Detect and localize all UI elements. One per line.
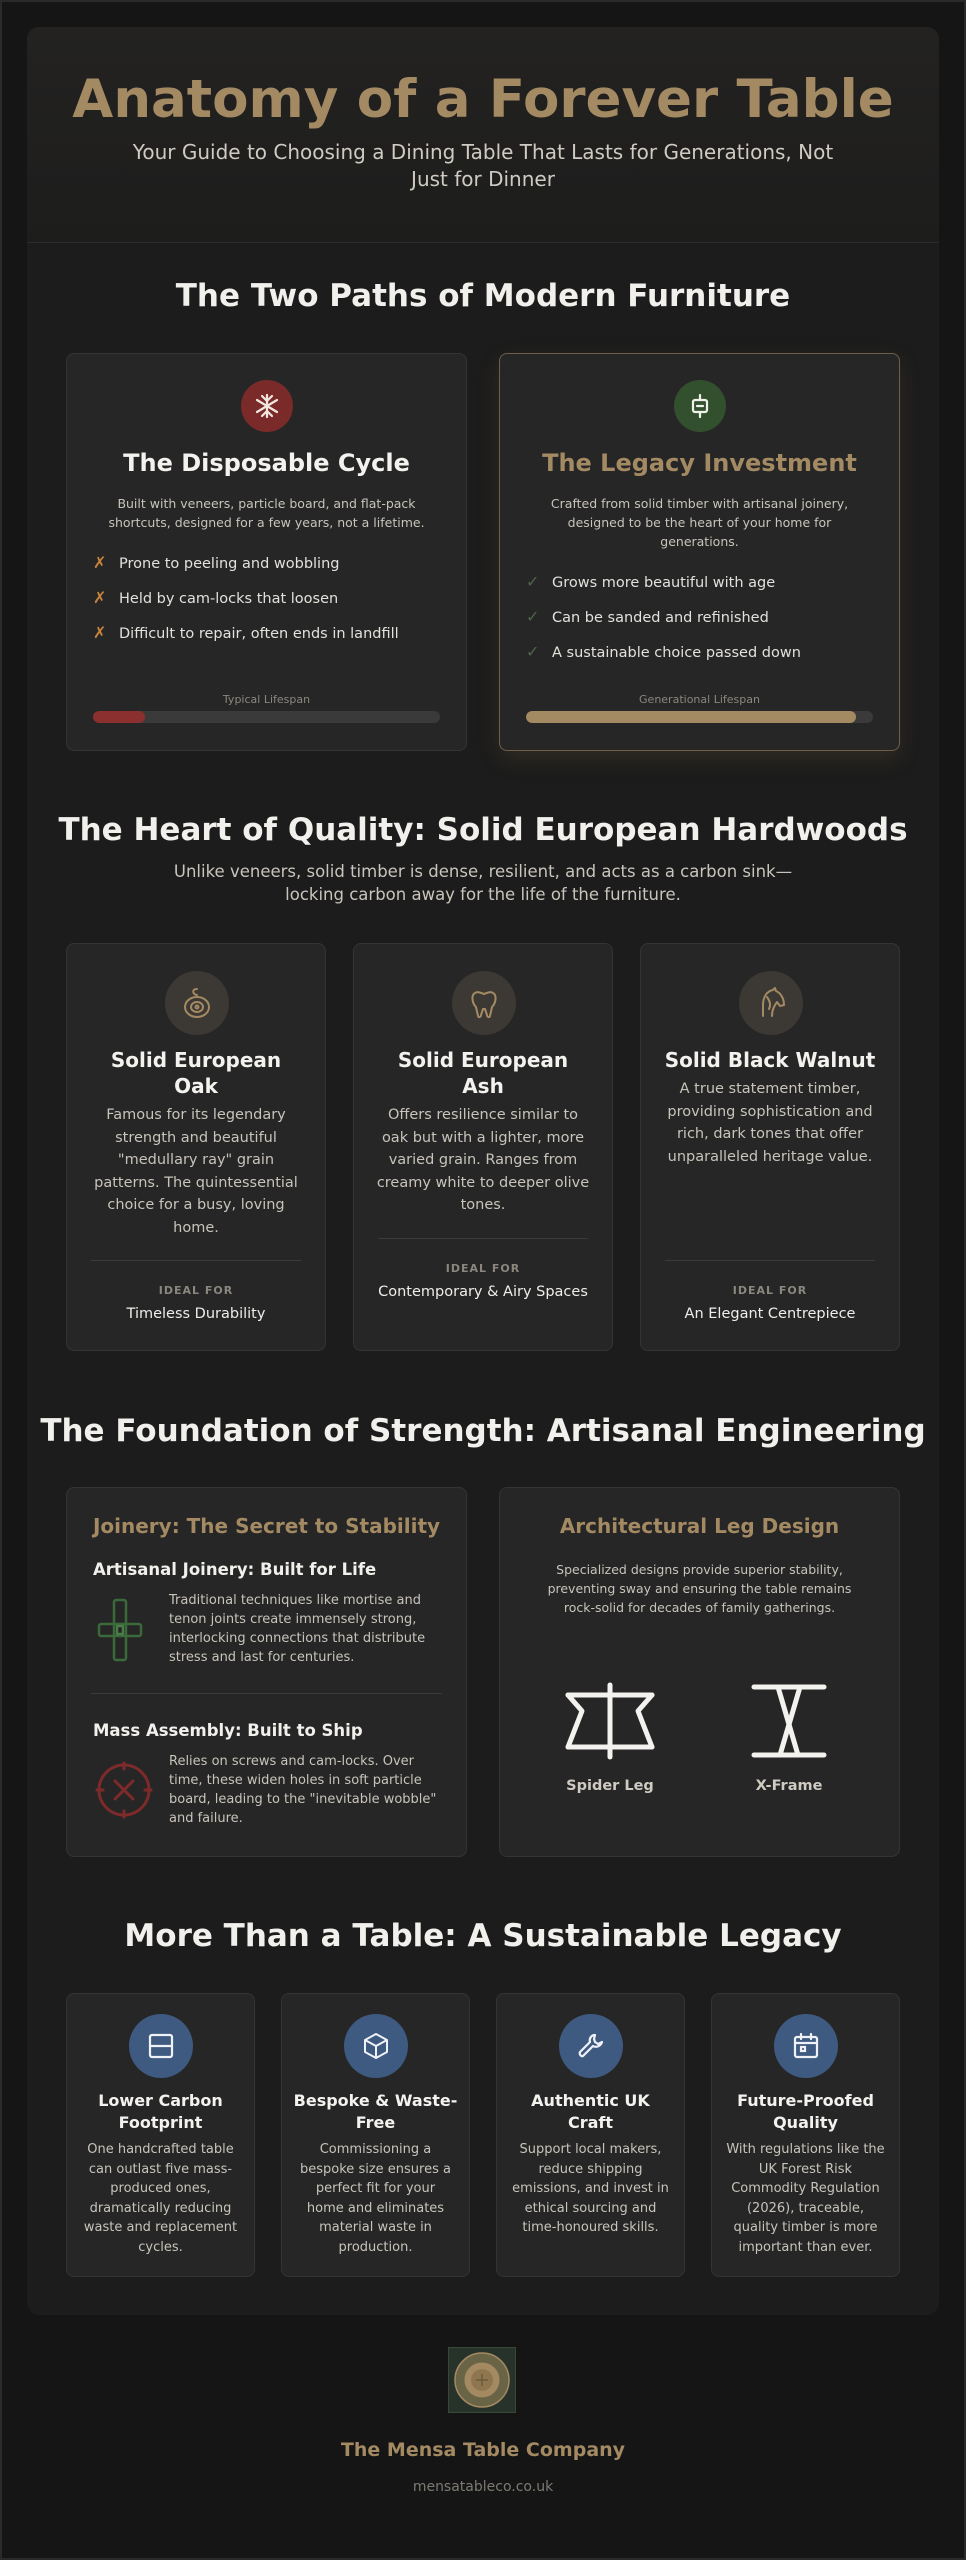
- asterisk-break-icon: [241, 380, 293, 432]
- lifespan-label: Typical Lifespan: [222, 693, 311, 706]
- x-frame-label: X-Frame: [755, 1778, 823, 1794]
- wood-title: Solid European Ash: [397, 1048, 569, 1098]
- wood-card-oak: [66, 943, 326, 1351]
- joinery-card: [66, 1487, 467, 1857]
- cross-icon: ✗: [93, 588, 107, 607]
- wood-card-walnut: [640, 943, 900, 1351]
- legacy-title: The Legacy Investment: [542, 449, 857, 477]
- list-item: ✗ Prone to peeling and wobbling: [93, 553, 340, 572]
- header: [27, 27, 939, 243]
- mass-assembly-text: Relies on screws and cam-locks. Over time, these widen holes in soft particle board, leading to the "inevitable wobble" and failure.: [169, 1754, 437, 1826]
- joint-icon: [95, 1598, 145, 1666]
- list-item: ✓ Can be sanded and refinished: [526, 607, 769, 626]
- leg-design-card: [499, 1487, 900, 1857]
- wrench-icon: [559, 2014, 623, 2078]
- cross-icon: ✗: [93, 553, 107, 572]
- joinery-title: Joinery: The Secret to Stability: [92, 1514, 441, 1538]
- sustainability-card: [66, 1993, 255, 2277]
- leg-design-title: Architectural Leg Design: [559, 1514, 840, 1538]
- sustainability-text: With regulations like the UK Forest Risk Commodity Regulation (2026), traceable, quality timber is more important than ever.: [726, 2142, 885, 2255]
- wood-title: Solid Black Walnut: [664, 1048, 876, 1072]
- sustainability-title: Authentic UK Craft: [531, 2091, 650, 2132]
- wood-description: Famous for its legendary strength and beautiful "medullary ray" grain patterns. The quintessential choice for a busy, loving home.: [94, 1107, 298, 1236]
- mass-assembly-title: Mass Assembly: Built to Ship: [93, 1721, 363, 1740]
- sustainability-card: [711, 1993, 900, 2277]
- sustainability-title: Lower Carbon Footprint: [98, 2091, 223, 2132]
- legacy-card: [499, 353, 900, 751]
- lifespan-bar-fill: [93, 711, 145, 723]
- hardwoods-intro: Unlike veneers, solid timber is dense, resilient, and acts as a carbon sink—locking carbon away for the life of the furniture.: [173, 862, 793, 904]
- sustainability-text: Commissioning a bespoke size ensures a perfect fit for your home and eliminates material waste in production.: [300, 2142, 451, 2255]
- calendar-icon: [774, 2014, 838, 2078]
- box-icon: [344, 2014, 408, 2078]
- list-item: ✓ A sustainable choice passed down: [526, 642, 801, 661]
- wood-swirl-icon: [165, 971, 229, 1035]
- page-title: Anatomy of a Forever Table: [72, 69, 894, 130]
- list-item: ✓ Grows more beautiful with age: [526, 572, 776, 591]
- lifespan-bar: [93, 711, 440, 723]
- list-item: ✗ Difficult to repair, often ends in landfill: [93, 623, 399, 642]
- wood-description: A true statement timber, providing sophistication and rich, dark tones that offer unparalleled heritage value.: [667, 1081, 873, 1165]
- sustainability-card: [281, 1993, 470, 2277]
- ideal-for-label: IDEAL FOR: [445, 1262, 521, 1275]
- disposable-card: [66, 353, 467, 751]
- disposable-description: Built with veneers, particle board, and flat-pack shortcuts, designed for a few years, not a lifetime.: [108, 496, 425, 530]
- paths-heading: The Two Paths of Modern Furniture: [175, 278, 791, 314]
- check-icon: ✓: [526, 642, 540, 661]
- divider: [91, 1260, 301, 1261]
- divider: [378, 1238, 588, 1239]
- spider-leg-label: Spider Leg: [566, 1778, 654, 1794]
- close-circle-icon: [95, 1761, 153, 1823]
- plug-connection-icon: [674, 380, 726, 432]
- hardwoods-heading: The Heart of Quality: Solid European Hardwoods: [58, 812, 908, 848]
- disposable-title: The Disposable Cycle: [123, 449, 410, 477]
- ideal-for-value: Contemporary & Airy Spaces: [378, 1284, 588, 1300]
- sustainability-text: Support local makers, reduce shipping emissions, and invest in ethical sourcing and time-honoured skills.: [512, 2142, 669, 2235]
- list-item: ✗ Held by cam-locks that loosen: [93, 588, 339, 607]
- tooth-icon: [452, 971, 516, 1035]
- page-subtitle: Your Guide to Choosing a Dining Table That Lasts for Generations, Not Just for Dinner: [132, 140, 834, 191]
- spider-leg-icon: [560, 1681, 660, 1765]
- company-logo: [448, 2347, 516, 2413]
- divider: [665, 1260, 875, 1261]
- company-name: The Mensa Table Company: [340, 2439, 626, 2461]
- engineering-heading: The Foundation of Strength: Artisanal Engineering: [40, 1413, 926, 1449]
- ideal-for-label: IDEAL FOR: [732, 1284, 808, 1297]
- sustainability-heading: More Than a Table: A Sustainable Legacy: [124, 1918, 842, 1954]
- cross-icon: ✗: [93, 623, 107, 642]
- sustainability-title: Bespoke & Waste-Free: [293, 2091, 458, 2132]
- legacy-description: Crafted from solid timber with artisanal joinery, designed to be the heart of your home for generations.: [550, 496, 849, 549]
- company-url[interactable]: mensatableco.co.uk: [412, 2479, 554, 2495]
- wood-title: Solid European Oak: [110, 1048, 282, 1098]
- sustainability-card: [496, 1993, 685, 2277]
- lifespan-bar-fill: [526, 711, 856, 723]
- horse-head-icon: [739, 971, 803, 1035]
- lifespan-bar: [526, 711, 873, 723]
- ideal-for-label: IDEAL FOR: [158, 1284, 234, 1297]
- ideal-for-value: An Elegant Centrepiece: [684, 1306, 856, 1322]
- check-icon: ✓: [526, 572, 540, 591]
- wood-description: Offers resilience similar to oak but with a lighter, more varied grain. Ranges from creamy white to deeper olive tones.: [376, 1107, 590, 1213]
- lifespan-label: Generational Lifespan: [639, 693, 760, 706]
- artisanal-joinery-text: Traditional techniques like mortise and tenon joints create immensely strong, interlocking connections that distribute stress and last for centuries.: [169, 1593, 426, 1665]
- panel-icon: [129, 2014, 193, 2078]
- sustainability-title: Future-Proofed Quality: [737, 2091, 874, 2132]
- leg-design-text: Specialized designs provide superior stability, preventing sway and ensuring the table remains rock-solid for decades of family gatherings.: [547, 1562, 852, 1615]
- sustainability-text: One handcrafted table can outlast five mass-produced ones, dramatically reducing waste and replacement cycles.: [83, 2142, 238, 2255]
- check-icon: ✓: [526, 607, 540, 626]
- artisanal-joinery-title: Artisanal Joinery: Built for Life: [93, 1560, 377, 1579]
- wood-card-ash: [353, 943, 613, 1351]
- ideal-for-value: Timeless Durability: [126, 1306, 266, 1322]
- x-frame-icon: [744, 1681, 834, 1765]
- divider: [91, 1693, 442, 1694]
